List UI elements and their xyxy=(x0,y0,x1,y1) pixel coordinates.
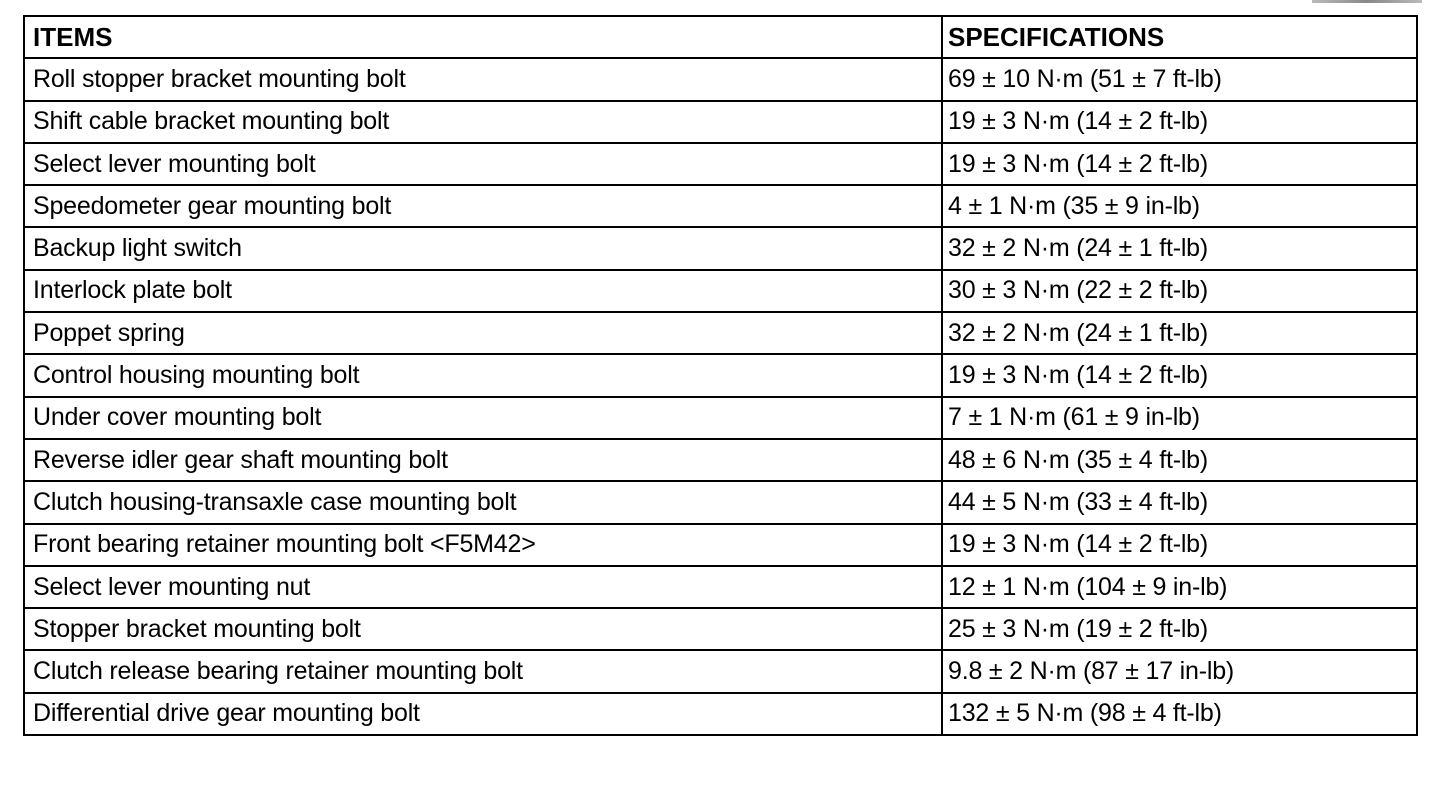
specification-cell: 12 ± 1 N·m (104 ± 9 in-lb) xyxy=(942,566,1417,608)
header-items: ITEMS xyxy=(24,16,942,58)
table-row xyxy=(24,143,1417,185)
table-row xyxy=(24,312,1417,354)
specification-cell: 19 ± 3 N·m (14 ± 2 ft-lb) xyxy=(942,101,1417,143)
item-cell: Roll stopper bracket mounting bolt xyxy=(24,58,942,100)
item-cell: Select lever mounting nut xyxy=(24,566,942,608)
specification-cell: 32 ± 2 N·m (24 ± 1 ft-lb) xyxy=(942,227,1417,269)
item-cell: Shift cable bracket mounting bolt xyxy=(24,101,942,143)
table-row xyxy=(24,185,1417,227)
torque-specifications-table xyxy=(23,15,1418,736)
table-row xyxy=(24,566,1417,608)
header-specifications: SPECIFICATIONS xyxy=(942,16,1417,58)
item-cell: Reverse idler gear shaft mounting bolt xyxy=(24,439,942,481)
table-row xyxy=(24,693,1417,735)
item-cell: Interlock plate bolt xyxy=(24,270,942,312)
table-row xyxy=(24,270,1417,312)
table-header-row xyxy=(24,16,1417,58)
table-row xyxy=(24,397,1417,439)
specification-cell: 7 ± 1 N·m (61 ± 9 in-lb) xyxy=(942,397,1417,439)
item-cell: Differential drive gear mounting bolt xyxy=(24,693,942,735)
specification-cell: 48 ± 6 N·m (35 ± 4 ft-lb) xyxy=(942,439,1417,481)
item-cell: Control housing mounting bolt xyxy=(24,354,942,396)
specification-cell: 19 ± 3 N·m (14 ± 2 ft-lb) xyxy=(942,524,1417,566)
table-row xyxy=(24,524,1417,566)
specification-cell: 19 ± 3 N·m (14 ± 2 ft-lb) xyxy=(942,354,1417,396)
specification-cell: 4 ± 1 N·m (35 ± 9 in-lb) xyxy=(942,185,1417,227)
table-body xyxy=(24,58,1417,735)
item-cell: Stopper bracket mounting bolt xyxy=(24,608,942,650)
table-row xyxy=(24,608,1417,650)
specification-cell: 9.8 ± 2 N·m (87 ± 17 in-lb) xyxy=(942,650,1417,692)
table-row xyxy=(24,227,1417,269)
specification-cell: 44 ± 5 N·m (33 ± 4 ft-lb) xyxy=(942,481,1417,523)
specification-cell: 69 ± 10 N·m (51 ± 7 ft-lb) xyxy=(942,58,1417,100)
table-row xyxy=(24,650,1417,692)
table-row xyxy=(24,439,1417,481)
table-row xyxy=(24,58,1417,100)
table-row xyxy=(24,481,1417,523)
item-cell: Backup light switch xyxy=(24,227,942,269)
table-row xyxy=(24,101,1417,143)
item-cell: Clutch release bearing retainer mounting bolt xyxy=(24,650,942,692)
item-cell: Speedometer gear mounting bolt xyxy=(24,185,942,227)
specification-cell: 30 ± 3 N·m (22 ± 2 ft-lb) xyxy=(942,270,1417,312)
scan-corner-mark xyxy=(1312,0,1422,3)
item-cell: Clutch housing-transaxle case mounting bolt xyxy=(24,481,942,523)
specification-cell: 32 ± 2 N·m (24 ± 1 ft-lb) xyxy=(942,312,1417,354)
specification-cell: 25 ± 3 N·m (19 ± 2 ft-lb) xyxy=(942,608,1417,650)
item-cell: Front bearing retainer mounting bolt <F5M42> xyxy=(24,524,942,566)
table-row xyxy=(24,354,1417,396)
specification-cell: 19 ± 3 N·m (14 ± 2 ft-lb) xyxy=(942,143,1417,185)
item-cell: Select lever mounting bolt xyxy=(24,143,942,185)
specification-cell: 132 ± 5 N·m (98 ± 4 ft-lb) xyxy=(942,693,1417,735)
item-cell: Under cover mounting bolt xyxy=(24,397,942,439)
item-cell: Poppet spring xyxy=(24,312,942,354)
